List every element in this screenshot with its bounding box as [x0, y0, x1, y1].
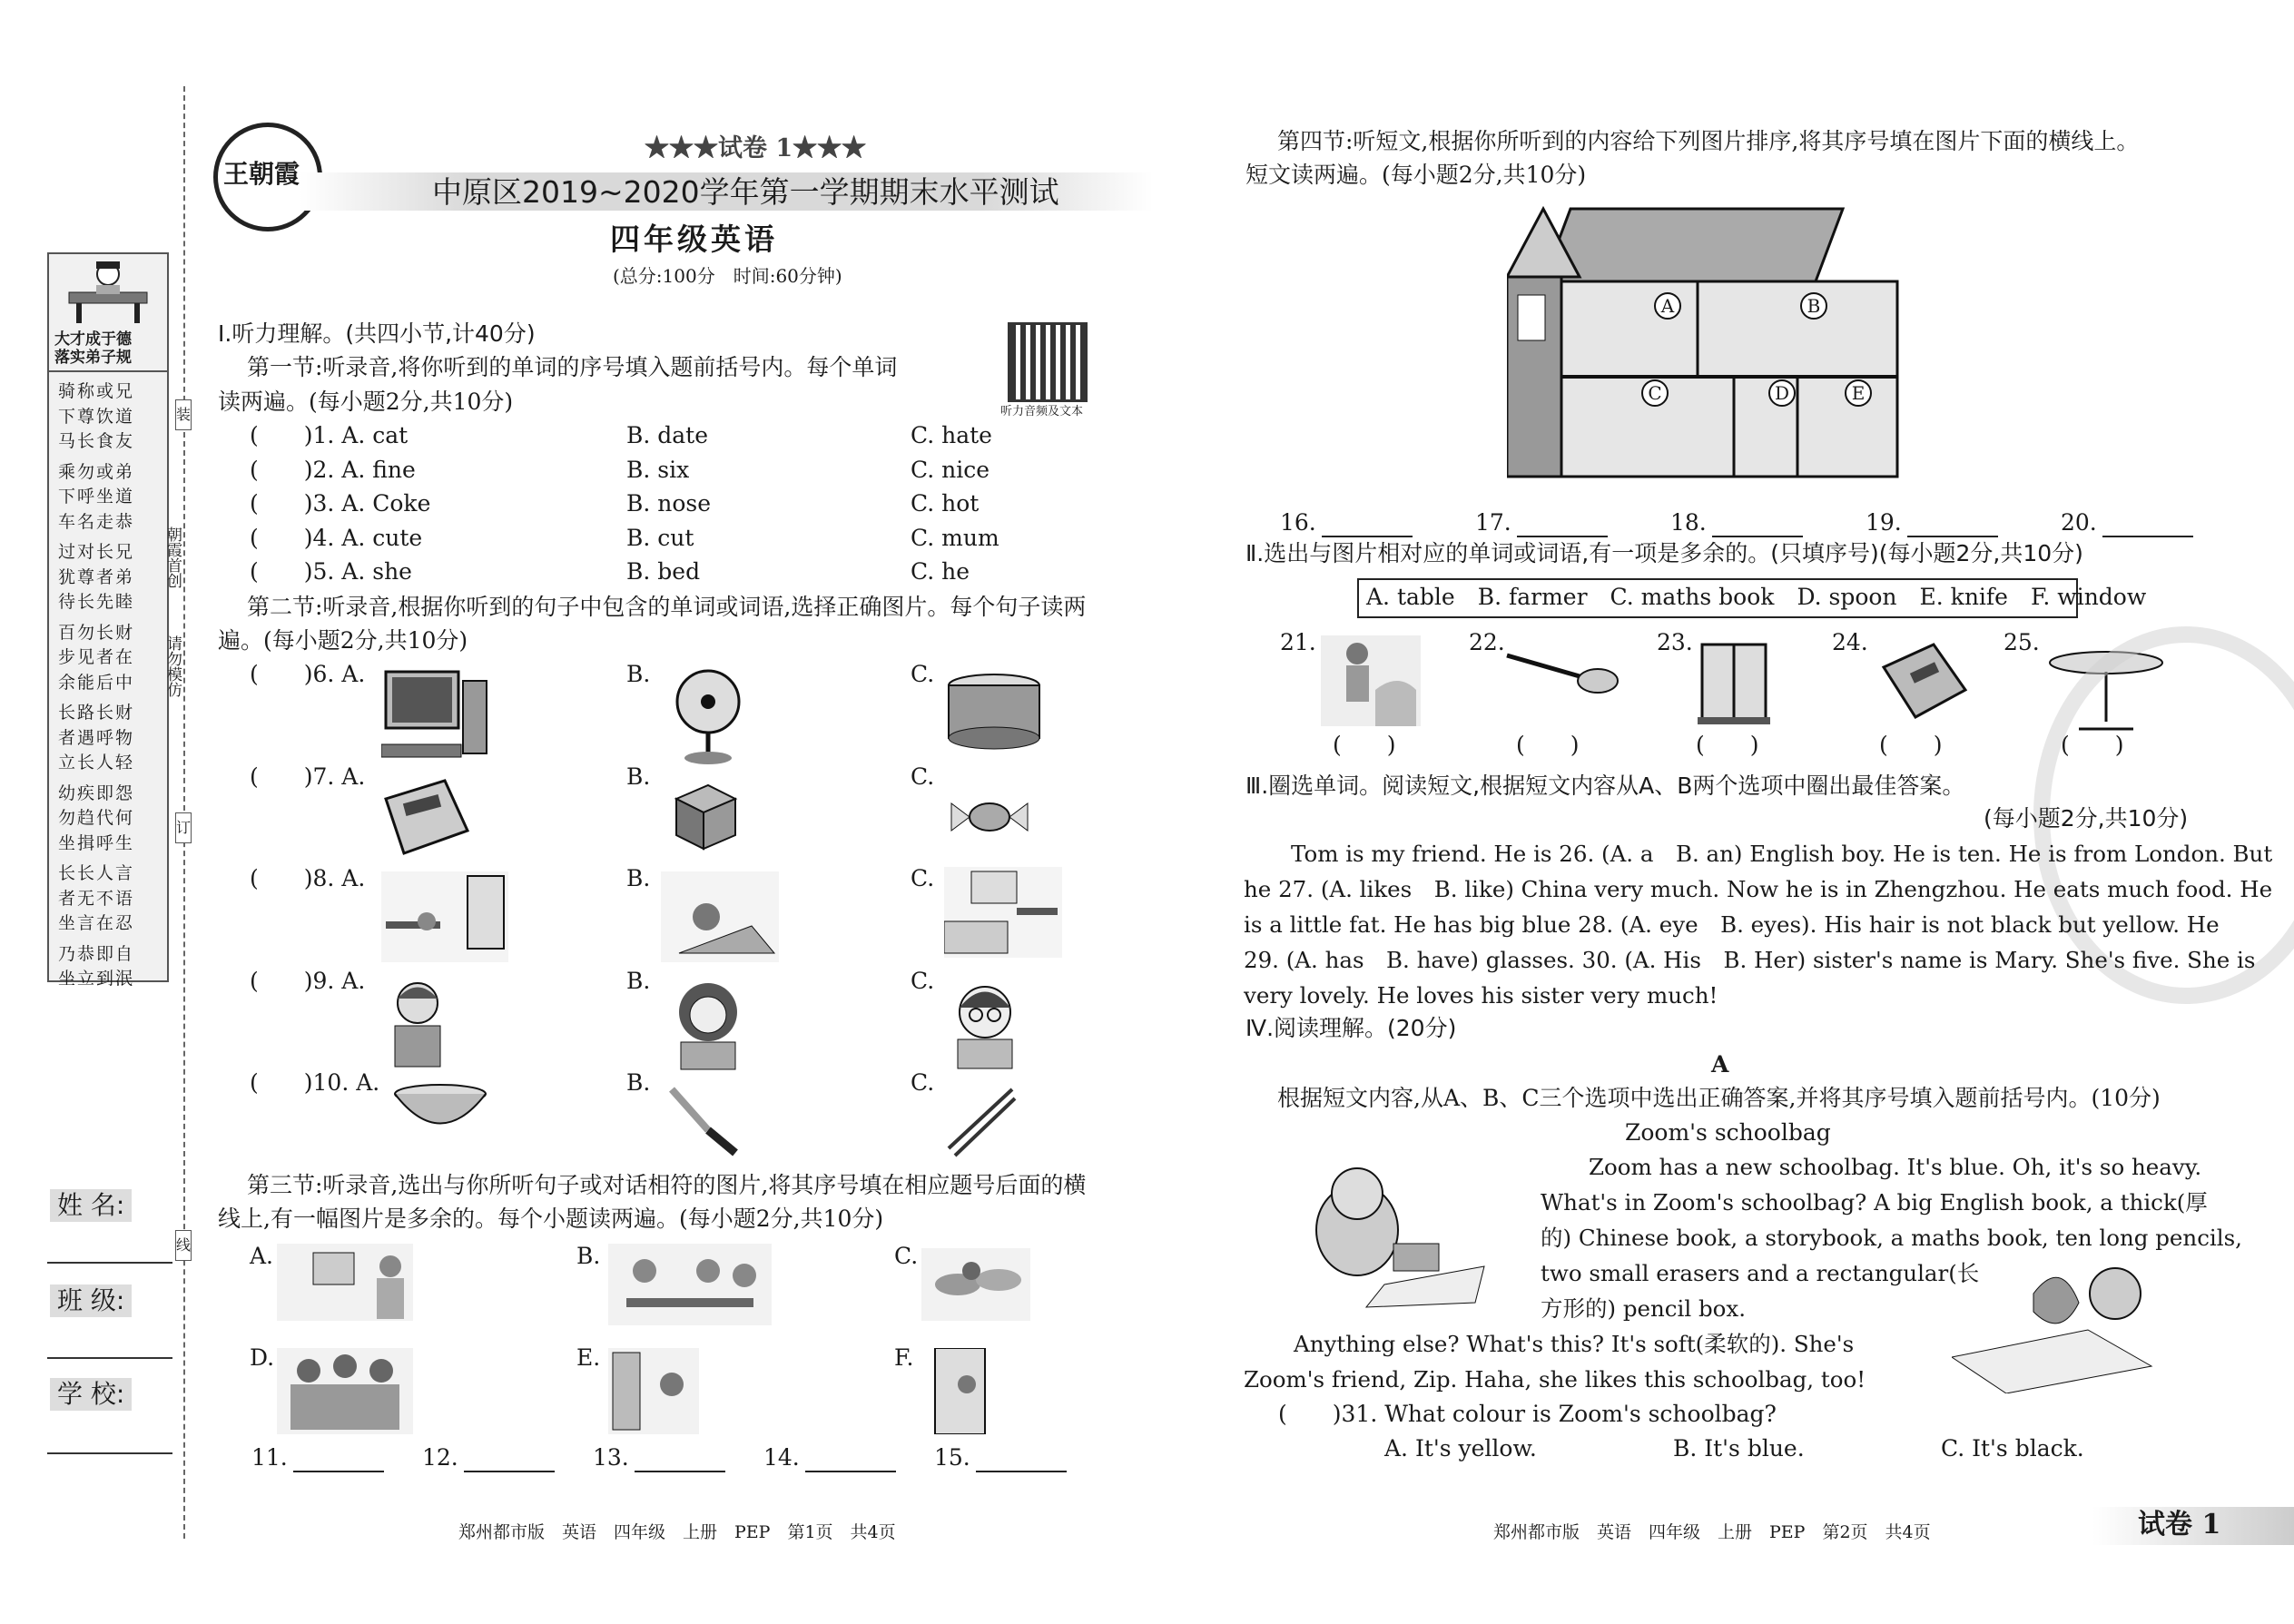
q3-option-c: C. hot: [911, 490, 980, 517]
q6-option-b: B.: [626, 661, 651, 687]
side-mark-1: 装: [175, 399, 192, 430]
answer-blank[interactable]: 18.: [1670, 508, 1803, 537]
q31-opt-c: C. It's black.: [1941, 1435, 2084, 1462]
sec4-line1: 第四节:听短文,根据你所听到的内容给下列图片排序,将其序号填在图片下面的横线上。: [1277, 128, 2140, 154]
motto-top: 大才成于德: [54, 330, 132, 349]
verse-line: 下尊饮道: [58, 406, 135, 427]
house-illustration: [1507, 204, 1906, 481]
scene-b-image: [608, 1244, 772, 1325]
q24-answer-paren[interactable]: ( ): [1879, 732, 1943, 758]
q31: ( )31. What colour is Zoom's schoolbag?: [1278, 1401, 1777, 1427]
class-line[interactable]: [47, 1357, 172, 1359]
story-title: Zoom's schoolbag: [1625, 1119, 1831, 1146]
farmer-icon: [1321, 635, 1421, 726]
sec2-line2: 遍。(每小题2分,共10分): [218, 627, 468, 654]
candy-icon: [949, 794, 1030, 840]
passage-line: very lovely. He loves his sister very much!: [1244, 982, 1718, 1009]
q1-number[interactable]: ( )1. A. cat: [250, 422, 409, 448]
answer-blank[interactable]: 14.: [763, 1443, 896, 1472]
q22-number: 22.: [1469, 629, 1505, 655]
pic-label-d: D.: [250, 1344, 275, 1371]
scene-c-image: [921, 1248, 1030, 1321]
study-room-icon: [381, 871, 508, 962]
part4-heading: Ⅳ.阅读理解。(20分): [1245, 1015, 1457, 1041]
word-bank: A. table B. farmer C. maths book D. spoon E. knife F. window: [1366, 584, 2147, 610]
q3-number[interactable]: ( )3. A. Coke: [250, 490, 431, 517]
girl-waving-icon: [381, 971, 463, 1071]
pic-label-b: B.: [576, 1243, 601, 1269]
story-line: two small erasers and a rectangular(长: [1541, 1260, 1980, 1286]
seal-text: 朝霞首创: [163, 527, 182, 588]
q6-number[interactable]: ( )6. A.: [250, 661, 366, 687]
verse-line: 余能后中: [58, 672, 135, 693]
drum-icon: [944, 672, 1044, 753]
answer-blank[interactable]: 16.: [1280, 508, 1413, 537]
q21-answer-paren[interactable]: ( ): [1333, 732, 1396, 758]
verse-line: 待长先睦: [58, 592, 135, 612]
verse-line: 骑称或兄: [58, 381, 135, 401]
q7-option-b: B.: [626, 763, 651, 790]
room-label-b: B: [1800, 292, 1827, 320]
verse-line: 马长食友: [58, 431, 135, 451]
answer-blank[interactable]: 20.: [2061, 508, 2193, 537]
passage-line: 29. (A. has B. have) glasses. 30. (A. His B. Her) sister's name is Mary. She's five. She is: [1244, 947, 2256, 973]
paper-badge: ★★★试卷 1★★★: [645, 134, 867, 162]
verse-line: 者无不语: [58, 888, 135, 909]
section-a: A: [1711, 1051, 1729, 1078]
zip-squirrel-image: [1952, 1257, 2156, 1393]
q2-option-b: B. six: [626, 456, 690, 483]
q23-answer-paren[interactable]: ( ): [1696, 732, 1759, 758]
verse-line: 长长人言: [58, 863, 135, 883]
scholar-illustration: [51, 258, 165, 330]
q31-opt-b: B. It's blue.: [1673, 1435, 1805, 1462]
school-line[interactable]: [47, 1452, 172, 1454]
side-mark-2: 订: [175, 812, 192, 843]
q8-number[interactable]: ( )8. A.: [250, 865, 366, 891]
scene-f-image: [930, 1348, 994, 1434]
name-label: 姓 名:: [50, 1189, 132, 1222]
answer-blank[interactable]: 15.: [934, 1443, 1067, 1472]
verse-line: 坐揖呼生: [58, 832, 135, 853]
q22-answer-paren[interactable]: ( ): [1516, 732, 1580, 758]
q10-option-c: C.: [911, 1069, 935, 1096]
room-label-a: A: [1654, 292, 1681, 320]
passage-line: Tom is my friend. He is 26. (A. a B. an) English boy. He is ten. He is from London. But: [1291, 841, 2273, 867]
rubiks-cube-icon: [667, 781, 740, 853]
story-line: 的) Chinese book, a storybook, a maths book, ten long pencils,: [1541, 1225, 2242, 1251]
room-label-d: D: [1768, 379, 1796, 407]
q6-option-c: C.: [911, 661, 935, 687]
verse-line: 乘勿或弟: [58, 461, 135, 482]
q2-number[interactable]: ( )2. A. fine: [250, 456, 416, 483]
q4-option-b: B. cut: [626, 524, 694, 551]
footer-left: 郑州都市版 英语 四年级 上册 PEP 第1页 共4页: [458, 1522, 896, 1542]
window-icon: [1698, 640, 1770, 726]
left-strip: [47, 252, 169, 989]
scene-e-image: [608, 1348, 699, 1434]
verse-line: 坐言在忍: [58, 913, 135, 933]
verse-block: [58, 379, 162, 992]
answer-blank[interactable]: 13.: [593, 1443, 725, 1472]
q4-option-c: C. mum: [911, 524, 999, 551]
qr-caption: 听力音频及文本: [1000, 405, 1084, 418]
answer-blank[interactable]: 12.: [422, 1443, 555, 1472]
q5-option-c: C. he: [911, 558, 970, 585]
passage-line: is a little fat. He has big blue 28. (A. eye B. eyes). His hair is not black but yellow. He: [1244, 911, 2220, 938]
verse-line: 乃恭即自: [58, 943, 135, 964]
bowl-icon: [390, 1080, 490, 1148]
q10-number[interactable]: ( )10. A.: [250, 1069, 380, 1096]
scene-d-image: [277, 1348, 413, 1434]
q25-answer-paren[interactable]: ( ): [2061, 732, 2124, 758]
exam-meta: (总分:100分 时间:60分钟): [613, 265, 842, 287]
story-line: What's in Zoom's schoolbag? A big English book, a thick(厚: [1541, 1189, 2208, 1216]
logo-text: 王朝霞: [223, 159, 300, 189]
verse-line: 下呼坐道: [58, 487, 135, 507]
passage-line: he 27. (A. likes B. like) China very much. Now he is in Zhengzhou. He eats much food. He: [1244, 876, 2273, 902]
q10-option-b: B.: [626, 1069, 651, 1096]
scene-a-image: [277, 1244, 413, 1321]
woman-curly-hair-icon: [667, 971, 749, 1071]
pic-label-f: F.: [894, 1344, 914, 1371]
q5-number[interactable]: ( )5. A. she: [250, 558, 412, 585]
verse-line: 者遇呼物: [58, 727, 135, 748]
verse-line: 幼疾即怨: [58, 782, 135, 803]
story-line: 方形的) pencil box.: [1541, 1295, 1747, 1322]
exam-title: 中原区2019~2020学年第一学期期末水平测试: [432, 174, 1059, 210]
q9-option-b: B.: [626, 967, 651, 994]
footer-badge: 试卷 1: [2138, 1509, 2221, 1540]
part1-heading: Ⅰ.听力理解。(共四小节,计40分): [218, 320, 536, 347]
q1-option-c: C. hate: [911, 422, 992, 448]
qr-code[interactable]: [1008, 322, 1088, 402]
pic-label-a: A.: [250, 1243, 274, 1269]
bedroom-icon: [944, 867, 1062, 958]
sec1-line2: 读两遍。(每小题2分,共10分): [218, 389, 514, 415]
pic-label-c: C.: [894, 1243, 919, 1269]
footer-right: 郑州都市版 英语 四年级 上册 PEP 第2页 共4页: [1493, 1522, 1931, 1542]
q7-number[interactable]: ( )7. A.: [250, 763, 366, 790]
chopsticks-icon: [944, 1085, 1017, 1157]
story-line: Zoom's friend, Zip. Haha, she likes this schoolbag, too!: [1244, 1366, 1866, 1393]
part4-instr: 根据短文内容,从A、B、C三个选项中选出正确答案,并将其序号填入题前括号内。(10分): [1277, 1085, 2161, 1111]
class-label: 班 级:: [50, 1284, 132, 1317]
school-label: 学 校:: [50, 1378, 132, 1411]
q4-number[interactable]: ( )4. A. cute: [250, 524, 423, 551]
q7-option-c: C.: [911, 763, 935, 790]
q31-opt-a: A. It's yellow.: [1384, 1435, 1537, 1462]
verse-line: 百勿长财: [58, 622, 135, 643]
q25-number: 25.: [2004, 629, 2040, 655]
verse-line: 步见者在: [58, 647, 135, 667]
part2-heading: Ⅱ.选出与图片相对应的单词或词语,有一项是多余的。(只填序号)(每小题2分,共10分): [1245, 540, 2083, 566]
sec4-line2: 短文读两遍。(每小题2分,共10分): [1245, 162, 1587, 188]
subject-title: 四年级英语: [610, 221, 778, 257]
computer-icon: [381, 667, 490, 772]
answer-blank[interactable]: 11.: [251, 1443, 384, 1472]
q9-option-c: C.: [911, 967, 935, 994]
verse-line: 立长人轻: [58, 753, 135, 773]
verse-line: 长路长财: [58, 703, 135, 723]
part3-score: (每小题2分,共10分): [1984, 805, 2189, 832]
boy-glasses-icon: [944, 971, 1026, 1071]
verse-line: 勿趋代何: [58, 808, 135, 828]
knife-icon: [667, 1085, 740, 1157]
part3-heading: Ⅲ.圈选单词。阅读短文,根据短文内容从A、B两个选项中圈出最佳答案。: [1245, 773, 1965, 799]
sec2-line1: 第二节:听录音,根据你听到的句子中包含的单词或词语,选择正确图片。每个句子读两: [247, 594, 1087, 620]
q5-option-b: B. bed: [626, 558, 701, 585]
answer-blank[interactable]: 19.: [1866, 508, 1998, 537]
verse-line: 过对长兄: [58, 542, 135, 562]
messy-room-icon: [661, 871, 779, 962]
q8-option-b: B.: [626, 865, 651, 891]
spoon-icon: [1502, 645, 1620, 699]
verse-line: 车名走恭: [58, 511, 135, 532]
sec3-line2: 线上,有一幅图片是多余的。每个小题读两遍。(每小题2分,共10分): [218, 1206, 884, 1232]
zoom-bear-image: [1303, 1166, 1498, 1312]
maths-book-icon: [1879, 640, 1970, 722]
q1-option-b: B. date: [626, 422, 709, 448]
room-label-c: C: [1641, 379, 1669, 407]
story-line: Zoom has a new schoolbag. It's blue. Oh, it's so heavy.: [1589, 1154, 2202, 1180]
sec1-line1: 第一节:听录音,将你听到的单词的序号填入题前括号内。每个单词: [247, 354, 898, 380]
room-label-e: E: [1845, 379, 1872, 407]
pic-label-e: E.: [576, 1344, 601, 1371]
q3-option-b: B. nose: [626, 490, 712, 517]
answer-blank[interactable]: 17.: [1475, 508, 1608, 537]
book-icon: [381, 776, 472, 858]
story-line: Anything else? What's this? It's soft(柔软的). She's: [1294, 1331, 1855, 1357]
name-line[interactable]: [47, 1262, 172, 1264]
side-mark-3: 线: [175, 1230, 192, 1261]
q9-number[interactable]: ( )9. A.: [250, 967, 366, 994]
q2-option-c: C. nice: [911, 456, 990, 483]
q8-option-c: C.: [911, 865, 935, 891]
sec3-line1: 第三节:听录音,选出与你所听句子或对话相符的图片,将其序号填在相应题号后面的横: [247, 1172, 1087, 1198]
fold-text: 请勿模仿: [163, 635, 182, 697]
motto-bottom: 落实弟子规: [54, 349, 132, 367]
q24-number: 24.: [1832, 629, 1868, 655]
q21-number: 21.: [1280, 629, 1316, 655]
fan-icon: [667, 667, 749, 767]
verse-line: 坐立到泯: [58, 969, 135, 989]
verse-line: 犹尊者弟: [58, 566, 135, 587]
q23-number: 23.: [1657, 629, 1693, 655]
